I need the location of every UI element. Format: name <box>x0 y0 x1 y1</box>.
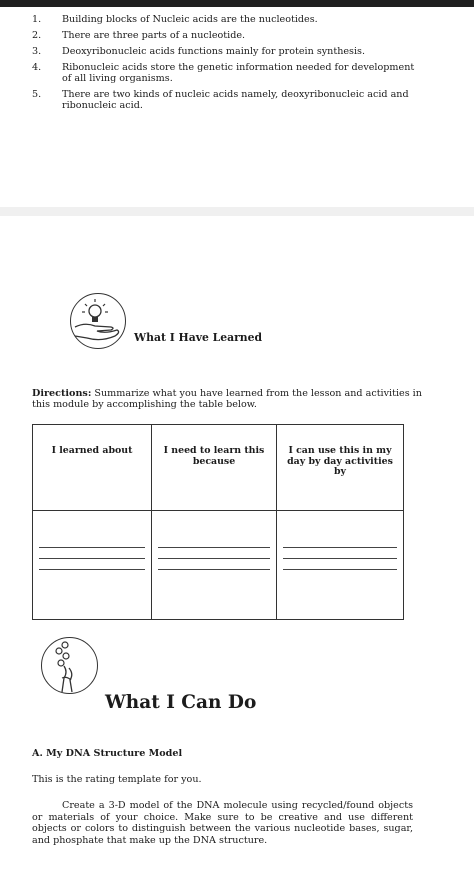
list-item: 4. Ribonucleic acids store the genetic information needed for development of all living organisms. <box>32 62 415 84</box>
write-line <box>39 537 145 548</box>
header-use-daily: I can use this in my day by day activities by <box>277 425 404 511</box>
write-line <box>283 559 397 570</box>
write-line <box>158 559 270 570</box>
directions-body: Summarize what you have learned from the lesson and activities in this module by accomplishing the table below. <box>32 388 422 410</box>
answer-cell-3[interactable] <box>277 511 404 620</box>
statement-list <box>32 14 424 116</box>
directions-label: Directions: <box>32 388 92 399</box>
table-row <box>33 511 404 620</box>
list-item: 5. There are two kinds of nucleic acids namely, deoxyribonucleic acid and ribonucleic acid. <box>32 89 409 111</box>
list-item: 1. Building blocks of Nucleic acids are the nucleotides. <box>32 14 318 25</box>
write-line <box>158 548 270 559</box>
write-line <box>158 537 270 548</box>
dna-hand-icon <box>41 637 98 694</box>
instructions-paragraph: Create a 3-D model of the DNA molecule using recycled/found objects or materials of your choice. Make sure to be creative and use different objects or colors to distinguish between the various nucleotide bases, sugar, and phosphate that make up the DNA structure. <box>32 800 413 846</box>
header-learned-about: I learned about <box>33 425 152 511</box>
directions-text <box>32 388 424 410</box>
lightbulb-svg <box>71 294 125 348</box>
dna-model-title: A. My DNA Structure Model <box>32 748 183 759</box>
lightbulb-hand-icon <box>70 293 126 349</box>
list-item: 3. Deoxyribonucleic acids functions mainly for protein synthesis. <box>32 46 366 57</box>
rating-text: This is the rating template for you. <box>32 774 202 785</box>
table-header-row <box>33 425 404 511</box>
answer-cell-1[interactable] <box>33 511 152 620</box>
dna-svg <box>42 638 97 693</box>
cando-heading: What I Can Do <box>105 692 257 713</box>
summary-table <box>32 424 404 620</box>
write-line <box>39 548 145 559</box>
top-border <box>0 0 474 7</box>
learned-heading: What I Have Learned <box>134 331 263 344</box>
header-need-to-learn: I need to learn this because <box>152 425 277 511</box>
write-line <box>283 537 397 548</box>
write-line <box>39 559 145 570</box>
section-separator <box>0 207 474 216</box>
answer-cell-2[interactable] <box>152 511 277 620</box>
write-line <box>283 548 397 559</box>
list-item: 2. There are three parts of a nucleotide. <box>32 30 246 41</box>
